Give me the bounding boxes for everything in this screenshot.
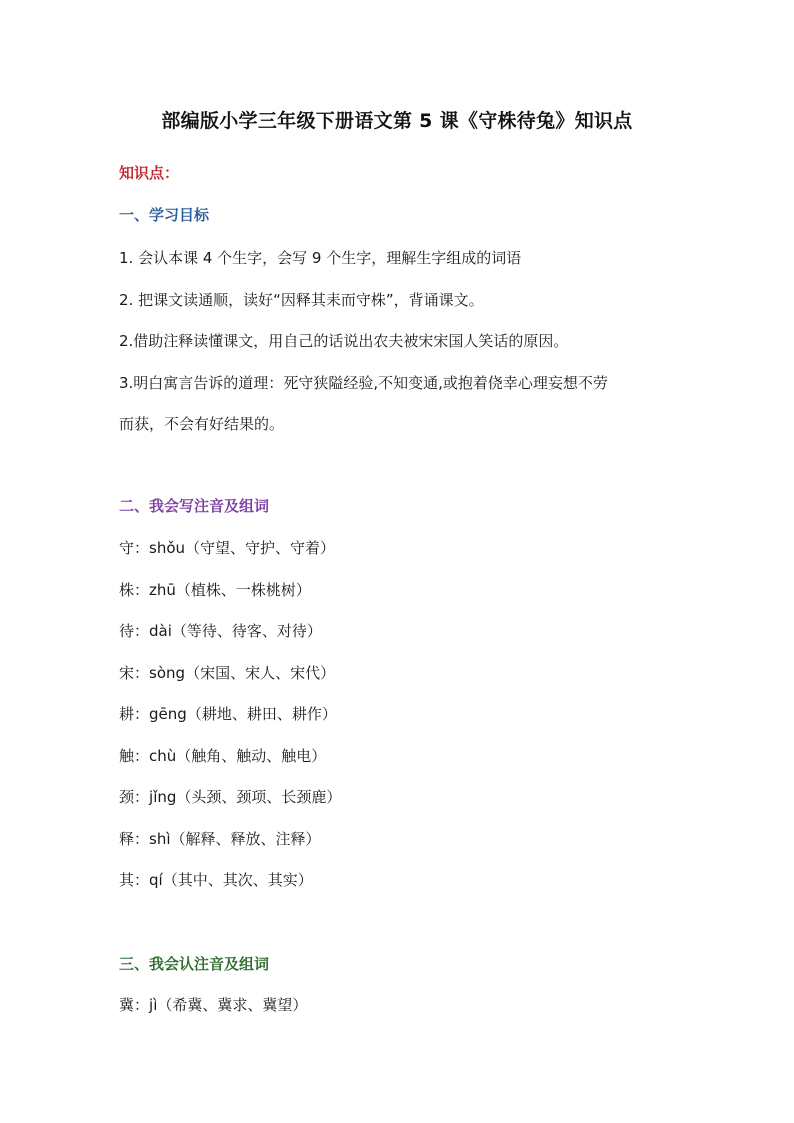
vocab-char: 宋	[119, 664, 135, 682]
vocab-entry	[119, 870, 313, 890]
vocab-colon: ：	[134, 747, 150, 765]
vocab-pinyin: zhū	[149, 581, 176, 599]
vocab-pinyin: gēng	[149, 705, 187, 723]
vocab-words: （宋国、宋人、宋代）	[185, 664, 336, 682]
vocab-pinyin: sòng	[149, 664, 186, 682]
vocab-char: 其	[119, 871, 135, 889]
goal-item-1: 1. 会认本课 4 个生字，会写 9 个生字，理解生字组成的词语	[119, 249, 522, 267]
vocab-colon: ：	[134, 664, 150, 682]
vocab-entry	[119, 621, 322, 641]
vocab-words: （解释、释放、注释）	[170, 830, 321, 848]
vocab-pinyin: jì	[149, 996, 158, 1014]
vocab-words: （耕地、耕田、耕作）	[186, 705, 337, 723]
vocab-words: （头颈、颈项、长颈鹿）	[176, 788, 342, 806]
goal-item-2: 2. 把课文读通顺，读好“因释其耒而守株”，背诵课文。	[119, 291, 484, 309]
section2-heading: 二、我会写注音及组词	[119, 497, 270, 515]
vocab-char: 冀	[119, 996, 135, 1014]
vocab-pinyin: dài	[149, 622, 172, 640]
goal-item-4-cont: 而获，不会有好结果的。	[119, 415, 285, 433]
vocab-char: 守	[119, 539, 135, 557]
goal-item-3: 2.借助注释读懂课文，用自己的话说出农夫被宋宋国人笑话的原因。	[119, 332, 569, 350]
vocab-entry	[119, 580, 311, 600]
vocab-colon: ：	[134, 581, 150, 599]
goal-item-4: 3.明白寓言告诉的道理：死守狭隘经验,不知变通,或抱着侥幸心理妄想不劳	[119, 374, 608, 392]
knowledge-label: 知识点：	[119, 164, 180, 182]
vocab-entry	[119, 787, 341, 807]
vocab-words: （触角、触动、触电）	[176, 747, 327, 765]
vocab-entry	[119, 704, 337, 724]
vocab-pinyin: shì	[149, 830, 171, 848]
vocab-pinyin: chù	[149, 747, 177, 765]
vocab-colon: ：	[134, 830, 150, 848]
vocab-words: （守望、守护、守着）	[185, 539, 336, 557]
vocab-entry	[119, 538, 335, 558]
vocab-entry	[119, 746, 326, 766]
vocab-char: 耕	[119, 705, 135, 723]
vocab-char: 触	[119, 747, 135, 765]
vocab-pinyin: qí	[149, 871, 163, 889]
vocab-words: （其中、其次、其实）	[162, 871, 313, 889]
section1-heading: 一、学习目标	[119, 206, 210, 224]
vocab-colon: ：	[134, 539, 150, 557]
vocab-colon: ：	[134, 871, 150, 889]
vocab-colon: ：	[134, 622, 150, 640]
page-title: 部编版小学三年级下册语文第 5 课《守株待兔》知识点	[161, 110, 633, 132]
vocab-char: 待	[119, 622, 135, 640]
vocab-char: 释	[119, 830, 135, 848]
vocab-words: （植株、一株桃树）	[175, 581, 311, 599]
vocab-words: （希冀、冀求、冀望）	[157, 996, 308, 1014]
vocab-pinyin: shǒu	[149, 539, 186, 557]
vocab-entry	[119, 829, 321, 849]
section3-heading: 三、我会认注音及组词	[119, 955, 270, 973]
vocab-colon: ：	[134, 788, 150, 806]
vocab-pinyin: jǐng	[149, 788, 177, 806]
vocab-char: 颈	[119, 788, 135, 806]
vocab-colon: ：	[134, 705, 150, 723]
vocab-entry	[119, 663, 335, 683]
vocab-char: 株	[119, 581, 135, 599]
vocab-entry	[119, 995, 307, 1015]
vocab-words: （等待、待客、对待）	[171, 622, 322, 640]
vocab-colon: ：	[134, 996, 150, 1014]
